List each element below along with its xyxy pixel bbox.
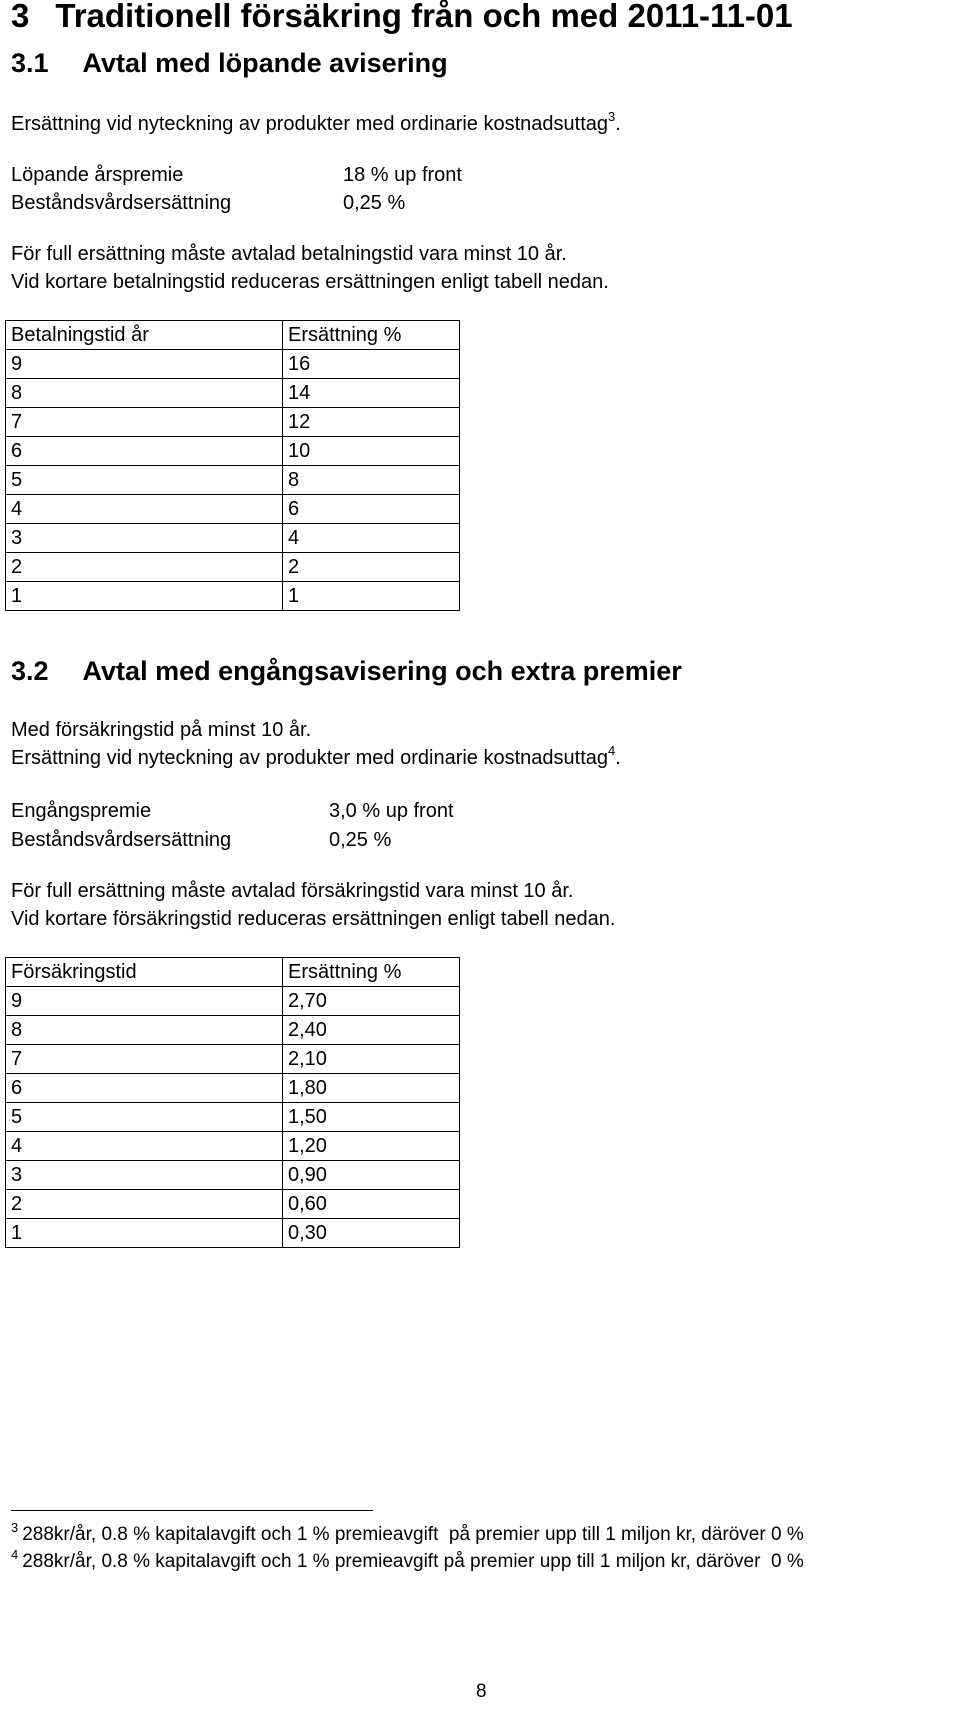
rate-label-retention-2: Beståndsvårdsersättning	[11, 829, 232, 851]
table-row	[6, 987, 460, 1016]
table-cell: 5	[6, 466, 283, 495]
section2-line2: Ersättning vid nyteckning av produkter med ordinarie kostnadsuttag$^4$.	[11, 743, 621, 769]
footnote-4	[11, 1549, 804, 1575]
table-cell: 6	[6, 437, 283, 466]
table-cell: 7	[6, 1045, 283, 1074]
rate-value-retention: 0,25 %	[343, 192, 406, 214]
table-cell: 3	[6, 524, 283, 553]
table-cell: 0,30	[283, 1219, 460, 1248]
table-cell: 10	[283, 437, 460, 466]
table-row	[6, 553, 460, 582]
section-number: 3.1	[11, 48, 49, 78]
main-heading	[11, 0, 793, 36]
main-heading-title: Traditionell försäkring från och med 2011-11-01	[55, 0, 793, 34]
table-cell: 4	[6, 1132, 283, 1161]
rate-value-retention-2: 0,25 %	[329, 829, 392, 851]
section-title: Avtal med engångsavisering och extra premier	[82, 656, 682, 686]
table-cell: 9	[6, 987, 283, 1016]
table-cell: 4	[6, 495, 283, 524]
footnote-3	[11, 1522, 804, 1548]
table-row	[6, 350, 460, 379]
table-row	[6, 1132, 460, 1161]
table-header-cell: Försäkringstid	[6, 958, 283, 987]
table-row	[6, 1045, 460, 1074]
table-cell: 2,70	[283, 987, 460, 1016]
section1-note-line2: Vid kortare betalningstid reduceras ersättningen enligt tabell nedan.	[11, 271, 609, 293]
footnote-text: 288kr/år, 0.8 % kapitalavgift och 1 % premieavgift på premier upp till 1 miljon kr, däröver 0 %	[22, 1524, 804, 1545]
footnote-separator	[11, 1510, 373, 1511]
section1-intro: Ersättning vid nyteckning av produkter med ordinarie kostnadsuttag$^3$.	[11, 109, 621, 135]
table-cell: 1,50	[283, 1103, 460, 1132]
table-cell: 2	[6, 1190, 283, 1219]
table-cell: 14	[283, 379, 460, 408]
footnote-number: 4	[11, 1547, 19, 1562]
table-cell: 12	[283, 408, 460, 437]
table-cell: 6	[283, 495, 460, 524]
page-number: 8	[476, 1681, 487, 1702]
table-row	[6, 408, 460, 437]
rate-label-retention: Beståndsvårdsersättning	[11, 192, 232, 214]
table-cell: 2,40	[283, 1016, 460, 1045]
section-title: Avtal med löpande avisering	[82, 48, 448, 78]
table-cell: 2	[283, 553, 460, 582]
rate-value-single-premium: 3,0 % up front	[329, 800, 454, 822]
table-cell: 1,80	[283, 1074, 460, 1103]
table-row	[6, 1103, 460, 1132]
table-row	[6, 1074, 460, 1103]
table-cell: 7	[6, 408, 283, 437]
footnote-text: 288kr/år, 0.8 % kapitalavgift och 1 % premieavgift på premier upp till 1 miljon kr, däröver 0 %	[22, 1551, 804, 1572]
table-row	[6, 1016, 460, 1045]
table-row	[6, 524, 460, 553]
table-cell: 3	[6, 1161, 283, 1190]
table-row	[6, 1190, 460, 1219]
rate-value-annual-premium: 18 % up front	[343, 164, 462, 186]
table-cell: 0,60	[283, 1190, 460, 1219]
main-heading-number: 3	[11, 0, 30, 34]
table-cell: 8	[6, 379, 283, 408]
table-header-cell: Ersättning %	[283, 321, 460, 350]
table-cell: 16	[283, 350, 460, 379]
table-cell: 1	[6, 1219, 283, 1248]
table-row	[6, 466, 460, 495]
section1-note-line1: För full ersättning måste avtalad betalningstid vara minst 10 år.	[11, 243, 567, 265]
section-heading-3-2	[11, 654, 682, 688]
table-cell: 1	[283, 582, 460, 611]
table-header-row	[6, 321, 460, 350]
table-header-cell: Betalningstid år	[6, 321, 283, 350]
table-cell: 0,90	[283, 1161, 460, 1190]
table-cell: 2,10	[283, 1045, 460, 1074]
section2-note-line1: För full ersättning måste avtalad försäkringstid vara minst 10 år.	[11, 880, 574, 902]
insurance-term-table	[5, 957, 460, 1248]
table-cell: 5	[6, 1103, 283, 1132]
table-row	[6, 1219, 460, 1248]
table-cell: 8	[283, 466, 460, 495]
section-heading-3-1	[11, 46, 448, 80]
section2-note-line2: Vid kortare försäkringstid reduceras ersättningen enligt tabell nedan.	[11, 908, 616, 930]
table-row	[6, 495, 460, 524]
table-cell: 9	[6, 350, 283, 379]
table-cell: 6	[6, 1074, 283, 1103]
rate-label-single-premium: Engångspremie	[11, 800, 152, 822]
footnote-ref-4[interactable]: 4	[608, 743, 616, 758]
table-cell: 8	[6, 1016, 283, 1045]
table-row	[6, 1161, 460, 1190]
section-number: 3.2	[11, 656, 49, 686]
rate-label-annual-premium: Löpande årspremie	[11, 164, 184, 186]
table-header-cell: Ersättning %	[283, 958, 460, 987]
table-row	[6, 582, 460, 611]
table-row	[6, 379, 460, 408]
payment-term-table	[5, 320, 460, 611]
table-header-row	[6, 958, 460, 987]
table-cell: 1,20	[283, 1132, 460, 1161]
table-cell: 4	[283, 524, 460, 553]
footnote-ref-3[interactable]: 3	[608, 109, 616, 124]
table-cell: 2	[6, 553, 283, 582]
table-cell: 1	[6, 582, 283, 611]
footnote-number: 3	[11, 1520, 19, 1535]
section2-line1: Med försäkringstid på minst 10 år.	[11, 719, 312, 741]
table-row	[6, 437, 460, 466]
